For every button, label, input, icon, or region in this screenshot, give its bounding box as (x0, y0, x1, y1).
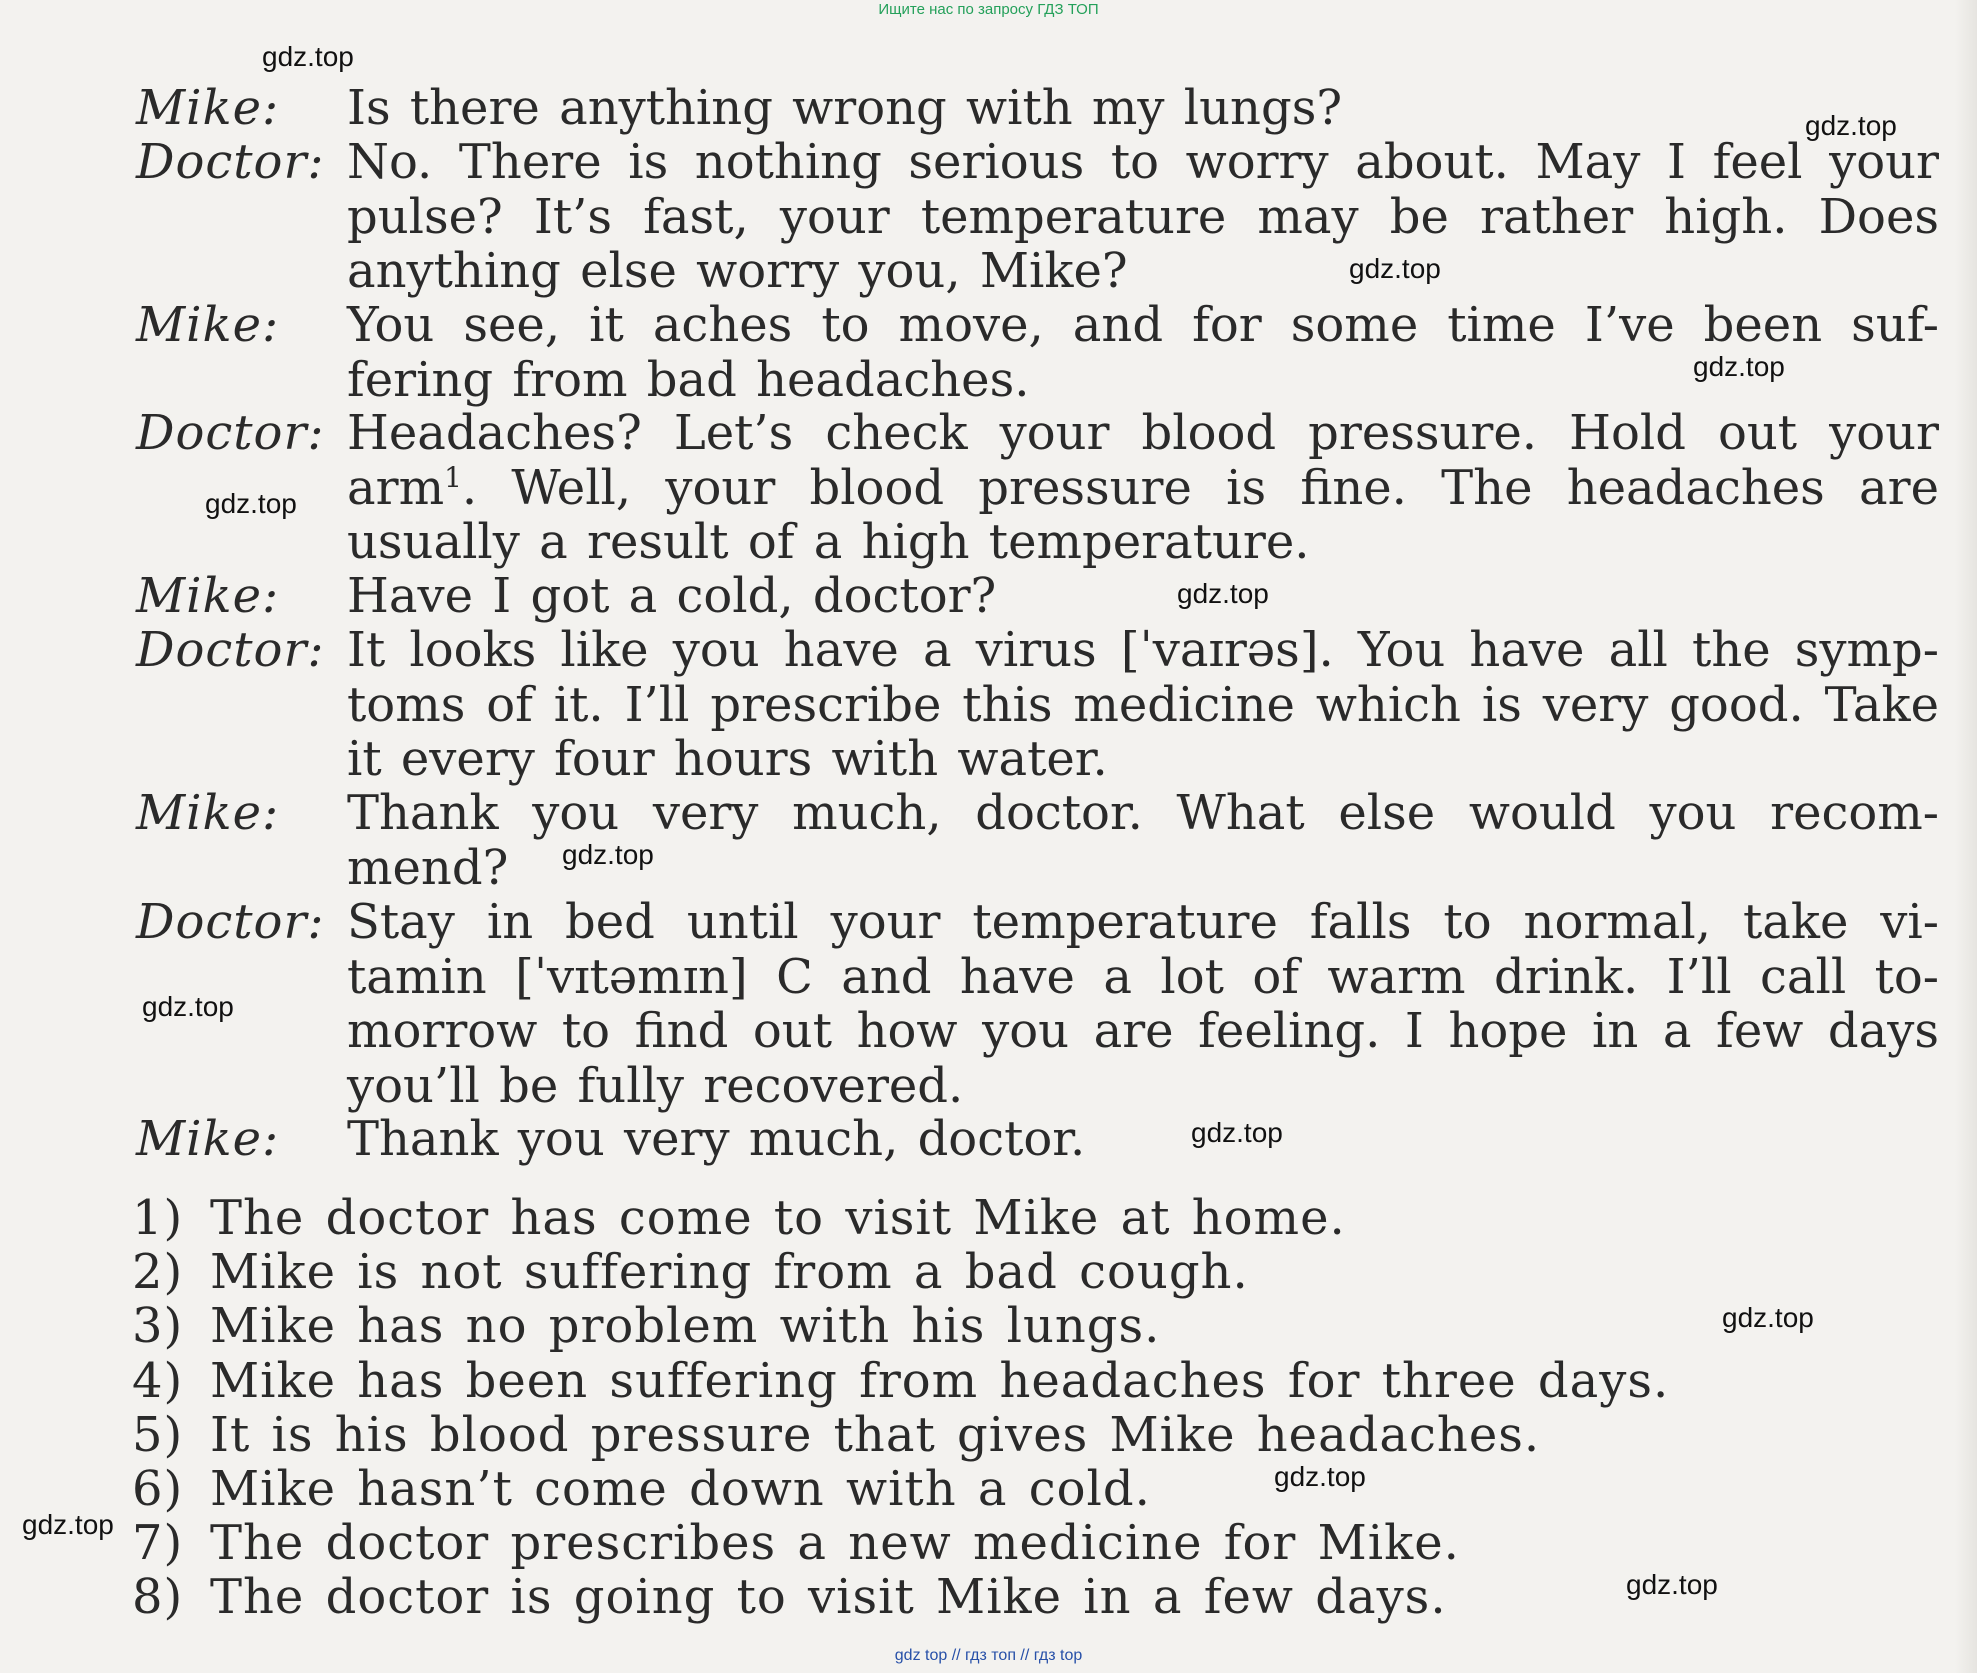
statement-number: 4) (132, 1352, 184, 1409)
speaker-label: Doctor: (136, 894, 325, 950)
speaker-label: Doctor: (136, 622, 325, 678)
statement-item (132, 1299, 1669, 1353)
statement-number: 7) (132, 1515, 184, 1572)
statement-number: 5) (132, 1406, 184, 1463)
statement-item (132, 1245, 1669, 1299)
watermark: gdz.top (1805, 110, 1897, 141)
statement-text: Mike has been suffering from headaches for three days. (210, 1352, 1670, 1409)
statement-item (132, 1408, 1669, 1462)
speaker-label: Mike: (136, 785, 280, 841)
watermark: gdz.top (22, 1509, 114, 1540)
statement-item (132, 1516, 1669, 1570)
speaker-label: Mike: (136, 1111, 280, 1167)
statement-number: 3) (132, 1298, 184, 1355)
speech-text: No. There is nothing serious to worry about. May I feel your pulse? It’s fast, your temperature may be rather high. Does anything else worry you, Mike? (347, 134, 1939, 299)
watermark: gdz.top (205, 488, 297, 519)
statement-number: 2) (132, 1244, 184, 1301)
watermark: gdz.top (1177, 578, 1269, 609)
speech-text-part: . Well, your blood pressure is fine. The headaches are usually a result of a high temperature. (347, 459, 1939, 570)
statement-text: The doctor prescribes a new medicine for Mike. (210, 1515, 1460, 1572)
speech-text: You see, it aches to move, and for some time I’ve been suf- fering from bad headaches. (347, 297, 1939, 408)
statement-text: The doctor has come to visit Mike at home. (210, 1190, 1346, 1246)
speech-text: Is there anything wrong with my lungs? (347, 80, 1343, 136)
watermark: gdz.top (562, 839, 654, 870)
watermark: gdz.top (1191, 1117, 1283, 1148)
statement-item (132, 1354, 1669, 1408)
watermark: gdz.top (1722, 1302, 1814, 1333)
statement-item (132, 1191, 1669, 1245)
statement-item (132, 1462, 1669, 1516)
statement-number: 1) (132, 1190, 184, 1246)
watermark: gdz.top (1693, 351, 1785, 382)
bottom-banner[interactable]: gdz top // гдз топ // гдз top (894, 1647, 1083, 1664)
watermark: gdz.top (1626, 1569, 1718, 1600)
top-banner[interactable]: Ищите нас по запросу ГДЗ ТОП (878, 1, 1099, 18)
statement-text: Mike has no problem with his lungs. (210, 1298, 1161, 1355)
speaker-label: Mike: (136, 568, 280, 624)
watermark: gdz.top (142, 991, 234, 1022)
page-edge (1955, 0, 1977, 1673)
speech-text: Stay in bed until your temperature falls to normal, take vi- tamin [ˈvɪtəmɪn] C and have a lot of warm drink. I’ll call to- morrow to find out how you are feeling. I hope in a few days you’ll be fully recovered. (347, 894, 1939, 1114)
watermark: gdz.top (262, 41, 354, 72)
statement-text: Mike is not suffering from a bad cough. (210, 1244, 1249, 1301)
speaker-label: Doctor: (136, 405, 325, 461)
speech-text: Thank you very much, doctor. What else would you recom- mend? (347, 785, 1939, 896)
footnote-mark: 1 (444, 460, 462, 494)
speaker-label: Mike: (136, 80, 280, 136)
statement-number: 8) (132, 1569, 184, 1626)
statement-text: Mike hasn’t come down with a cold. (210, 1461, 1151, 1518)
statement-number: 6) (132, 1461, 184, 1518)
speech-text: Thank you very much, doctor. (347, 1111, 1086, 1167)
statement-item (132, 1570, 1669, 1624)
statement-text: The doctor is going to visit Mike in a few days. (210, 1569, 1447, 1626)
speech-text (347, 406, 1939, 570)
watermark: gdz.top (1274, 1461, 1366, 1492)
speaker-label: Doctor: (136, 134, 325, 190)
speech-text: Have I got a cold, doctor? (347, 568, 997, 624)
watermark: gdz.top (1349, 253, 1441, 284)
speaker-label: Mike: (136, 297, 280, 353)
statement-text: It is his blood pressure that gives Mike headaches. (210, 1406, 1541, 1463)
speech-text-part: Headaches? Let’s check your blood pressure. Hold out your arm (347, 405, 1939, 516)
speech-text: It looks like you have a virus [ˈvaɪrəs]. You have all the symp- toms of it. I’ll prescribe this medicine which is very good. Take it every four hours with water. (347, 622, 1939, 787)
statements-list (132, 1191, 1669, 1625)
